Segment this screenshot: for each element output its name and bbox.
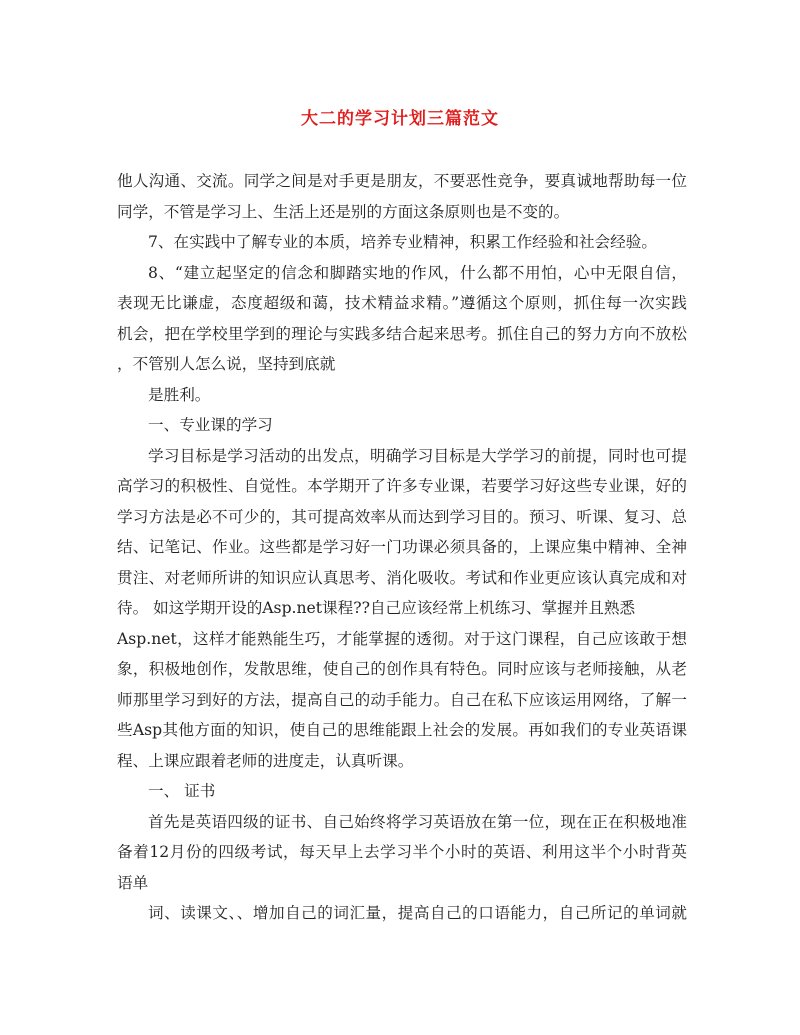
text-line: 备着12月份的四级考试，每天早上去学习半个小时的英语、利用这半个小时背英 [117, 843, 687, 861]
text-line: 象，积极地创作，发散思维，使自己的创作具有特色。同时应该与老师接触，从老 [117, 660, 687, 678]
text-line: ，不管别人怎么说，坚持到底就 [117, 355, 336, 373]
text-line: 程、上课应跟着老师的进度走，认真听课。 [117, 751, 414, 770]
text-line: 机会，把在学校里学到的理论与实践多结合起来思考。抓住自己的努力方向不放松 [117, 324, 687, 343]
text-line: 高学习的积极性、自觉性。本学期开了许多专业课，若要学习好这些专业课，好的 [117, 477, 687, 495]
text-line: 一、专业课的学习 [148, 416, 273, 434]
text-line: 是胜利。 [148, 385, 211, 404]
text-line: 8、“建立起坚定的信念和脚踏实地的作风，什么都不用怕，心中无限自信， [148, 263, 687, 282]
text-line: 语单 [117, 873, 149, 892]
text-line: 贯注、对老师所讲的知识应认真思考、消化吸收。考试和作业更应该认真完成和对 [117, 568, 687, 587]
document-title: 大二的学习计划三篇范文 [301, 109, 499, 129]
text-line: 他人沟通、交流。同学之间是对手更是朋友，不要恶性竞争，要真诚地帮助每一位 [117, 172, 687, 190]
text-line: 首先是英语四级的证书、自己始终将学习英语放在第一位，现在正在积极地准 [148, 812, 687, 831]
text-line: 同学，不管是学习上、生活上还是别的方面这条原则也是不变的。 [117, 202, 570, 221]
text-line: 些Asp其他方面的知识，使自己的思维能跟上社会的发展。再如我们的专业英语课 [117, 721, 687, 739]
text-line: 结、记笔记、作业。这些都是学习好一门功课必须具备的，上课应集中精神、全神 [117, 538, 687, 556]
text-line: Asp.net，这样才能熟能生巧，才能掌握的透彻。对于这门课程，自己应该敢于想 [117, 629, 687, 648]
text-line: 师那里学习到好的方法，提高自己的动手能力。自己在私下应该运用网络，了解一 [117, 690, 687, 709]
text-line: 学习方法是必不可少的，其可提高效率从而达到学习目的。预习、听课、复习、总 [117, 507, 687, 526]
text-line: 待。 如这学期开设的Asp.net课程??自己应该经常上机练习、掌握并且熟悉 [117, 599, 636, 617]
text-line: 一、 证书 [148, 782, 216, 800]
text-line: 词、读课文、、增加自己的词汇量，提高自己的口语能力，自己所记的单词就 [148, 904, 687, 922]
text-line: 学习目标是学习活动的出发点，明确学习目标是大学学习的前提，同时也可提 [148, 446, 687, 465]
text-line: 表现无比谦虚，态度超级和蔼，技术精益求精。”遵循这个原则，抓住每一次实践 [117, 294, 687, 312]
text-line: 7、在实践中了解专业的本质，培养专业精神，积累工作经验和社会经验。 [148, 233, 657, 251]
document-body [117, 166, 687, 929]
